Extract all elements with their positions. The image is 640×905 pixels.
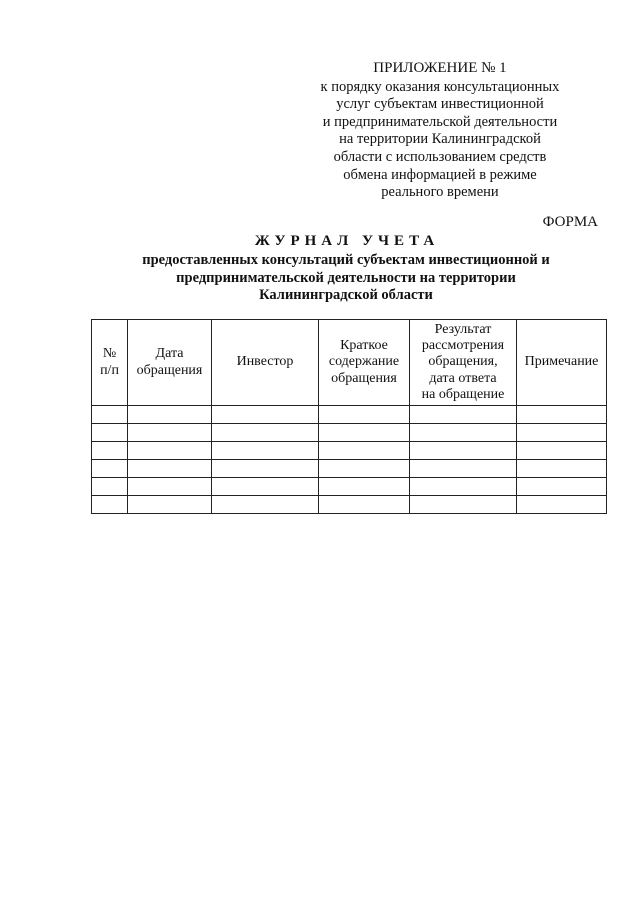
- table-row: [92, 406, 607, 424]
- table-cell[interactable]: [92, 424, 128, 442]
- appendix-line: и предпринимательской деятельности: [322, 113, 558, 130]
- table-cell[interactable]: [410, 496, 517, 514]
- table-cell[interactable]: [319, 406, 410, 424]
- table-cell[interactable]: [517, 478, 607, 496]
- table-cell[interactable]: [517, 442, 607, 460]
- table-cell[interactable]: [410, 424, 517, 442]
- appendix-line: области с использованием средств: [333, 148, 547, 165]
- appendix-line: обмена информацией в режиме: [343, 166, 537, 183]
- header-request-date: Дата обращения: [128, 320, 212, 406]
- journal-subtitle-line: предоставленных консультаций субъектам инвестиционной и: [142, 252, 550, 268]
- table-cell[interactable]: [410, 406, 517, 424]
- table-row: [92, 496, 607, 514]
- journal-subtitle: [120, 252, 572, 305]
- table-cell[interactable]: [410, 478, 517, 496]
- header-summary: Краткое содержание обращения: [319, 320, 410, 406]
- table-cell[interactable]: [517, 496, 607, 514]
- header-investor: Инвестор: [212, 320, 319, 406]
- table-cell[interactable]: [410, 460, 517, 478]
- table-cell[interactable]: [92, 460, 128, 478]
- table-cell[interactable]: [517, 406, 607, 424]
- table-cell[interactable]: [319, 424, 410, 442]
- appendix-title: ПРИЛОЖЕНИЕ № 1: [373, 60, 507, 76]
- table-cell[interactable]: [92, 496, 128, 514]
- table-cell[interactable]: [517, 460, 607, 478]
- table-cell[interactable]: [128, 406, 212, 424]
- appendix-line: к порядку оказания консультационных: [320, 78, 560, 95]
- table-cell[interactable]: [92, 478, 128, 496]
- appendix-line: услуг субъектам инвестиционной: [336, 96, 544, 113]
- table-cell[interactable]: [128, 496, 212, 514]
- table-row: [92, 424, 607, 442]
- table-row: [92, 442, 607, 460]
- header-result: Результат рассмотрения обращения, дата ответа на обращение: [410, 320, 517, 406]
- table-cell[interactable]: [92, 442, 128, 460]
- table-cell[interactable]: [212, 496, 319, 514]
- appendix-block: [300, 60, 580, 202]
- table-cell[interactable]: [410, 442, 517, 460]
- form-label: ФОРМА: [542, 214, 598, 230]
- table-cell[interactable]: [212, 460, 319, 478]
- table-row: [92, 460, 607, 478]
- table-cell[interactable]: [319, 478, 410, 496]
- table-cell[interactable]: [128, 424, 212, 442]
- journal-table: [91, 319, 607, 514]
- table-cell[interactable]: [517, 424, 607, 442]
- appendix-line: реального времени: [381, 184, 499, 201]
- table-cell[interactable]: [128, 442, 212, 460]
- table-header-row: [92, 320, 607, 406]
- journal-subtitle-line: предпринимательской деятельности на территории: [176, 269, 516, 286]
- table-body: [92, 406, 607, 514]
- table-cell[interactable]: [128, 478, 212, 496]
- table-cell[interactable]: [319, 460, 410, 478]
- table-cell[interactable]: [212, 478, 319, 496]
- header-note: Примечание: [517, 320, 607, 406]
- header-number: № п/п: [92, 320, 128, 406]
- journal-title: ЖУРНАЛ УЧЕТА: [254, 233, 440, 249]
- table-cell[interactable]: [319, 496, 410, 514]
- table-cell[interactable]: [212, 442, 319, 460]
- table-cell[interactable]: [212, 406, 319, 424]
- table-cell[interactable]: [212, 424, 319, 442]
- table-row: [92, 478, 607, 496]
- table-cell[interactable]: [319, 442, 410, 460]
- table-cell[interactable]: [128, 460, 212, 478]
- journal-subtitle-line: Калининградской области: [259, 287, 433, 303]
- table-cell[interactable]: [92, 406, 128, 424]
- appendix-line: на территории Калининградской: [339, 131, 541, 148]
